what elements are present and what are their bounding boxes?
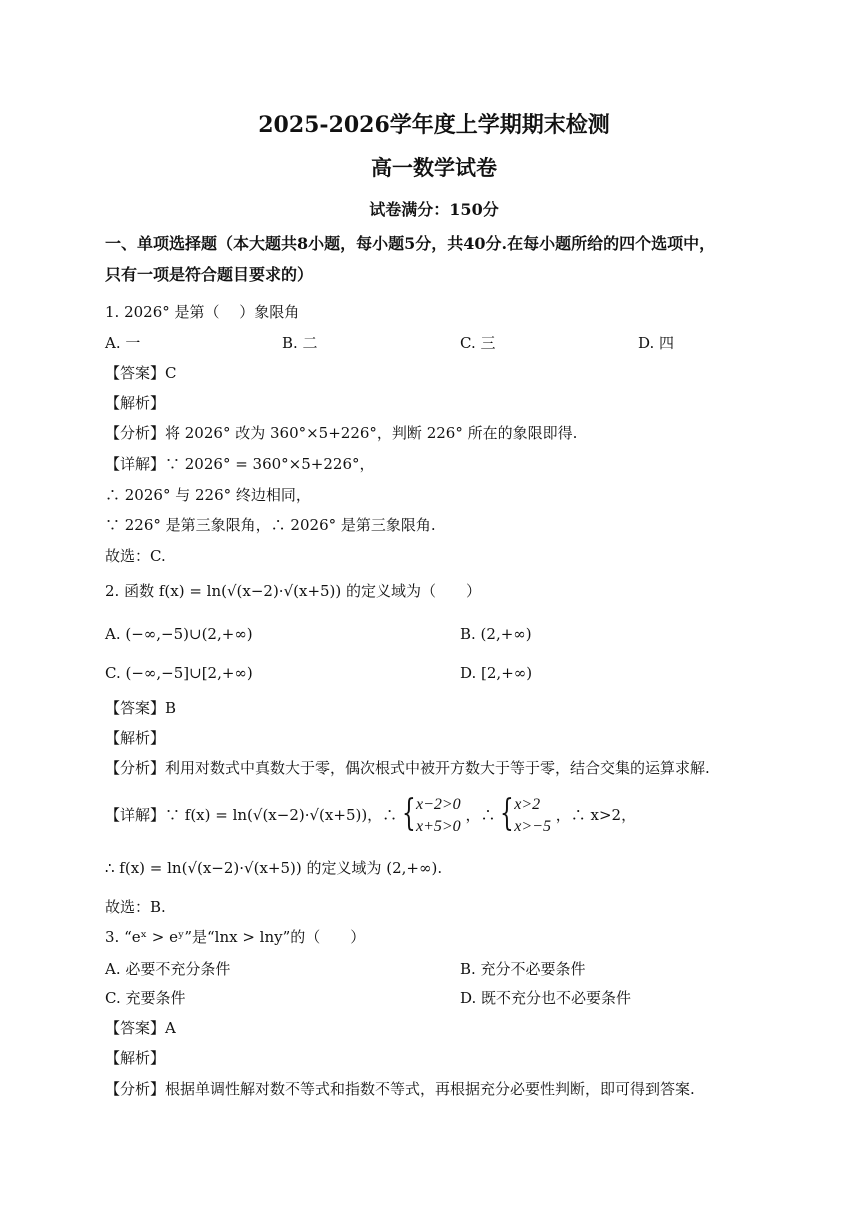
section-heading-line2: 只有一项是符合题目要求的） bbox=[105, 265, 314, 284]
left-brace-icon: { bbox=[401, 793, 416, 834]
q2-system-1-row2: x+5>0 bbox=[415, 818, 461, 835]
q1-fenxi: 【分析】将 2026° 改为 360°×5+226°，判断 226° 所在的象限即得. bbox=[105, 424, 578, 442]
q1-stem: 1. 2026° 是第（ ）象限角 bbox=[105, 303, 300, 321]
q2-option-b: B. (2,+∞) bbox=[460, 625, 532, 643]
q2-mid: ，∴ bbox=[465, 806, 496, 824]
q2-system-1 bbox=[402, 794, 461, 838]
q2-xiangjie bbox=[105, 790, 636, 840]
q1-jiexi: 【解析】 bbox=[105, 394, 166, 412]
q2-system-2-row2: x>−5 bbox=[514, 818, 551, 835]
q3-fenxi: 【分析】根据单调性解对数不等式和指数不等式，再根据充分必要性判断，即可得到答案. bbox=[105, 1080, 695, 1098]
q1-option-b: B. 二 bbox=[282, 334, 318, 352]
exam-title: 2025-2026学年度上学期期末检测 bbox=[258, 112, 610, 138]
q2-xiangjie-b: ，∴ x>2， bbox=[555, 806, 637, 824]
q3-stem: 3. “eˣ > eʸ”是“lnx > lny”的（ ） bbox=[105, 928, 366, 946]
q1-option-c: C. 三 bbox=[460, 334, 496, 352]
q3-option-a: A. 必要不充分条件 bbox=[105, 960, 231, 978]
q1-choose: 故选：C. bbox=[105, 547, 166, 565]
section-heading-line1: 一、单项选择题（本大题共8小题，每小题5分，共40分.在每小题所给的四个选项中， bbox=[105, 234, 716, 253]
q3-option-c: C. 充要条件 bbox=[105, 989, 186, 1007]
q2-xiangjie-a: 【详解】∵ f(x) = ln(√(x−2)·√(x+5))，∴ bbox=[105, 806, 398, 824]
q2-choose: 故选：B. bbox=[105, 898, 166, 916]
q2-answer: 【答案】B bbox=[105, 699, 177, 717]
q1-step3: ∵ 226° 是第三象限角，∴ 2026° 是第三象限角. bbox=[105, 516, 436, 534]
left-brace-icon: { bbox=[500, 793, 514, 834]
q2-system-2-row1: x>2 bbox=[514, 796, 541, 813]
q2-stem: 2. 函数 f(x) = ln(√(x−2)·√(x+5)) 的定义域为（ ） bbox=[105, 582, 482, 600]
q3-option-d: D. 既不充分也不必要条件 bbox=[460, 989, 632, 1007]
q2-jiexi: 【解析】 bbox=[105, 729, 166, 747]
exam-subtitle: 高一数学试卷 bbox=[371, 155, 497, 180]
q2-fenxi: 【分析】利用对数式中真数大于零，偶次根式中被开方数大于等于零，结合交集的运算求解. bbox=[105, 759, 710, 777]
q2-option-d: D. [2,+∞) bbox=[460, 664, 533, 682]
q2-option-a: A. (−∞,−5)∪(2,+∞) bbox=[105, 625, 253, 643]
q3-jiexi: 【解析】 bbox=[105, 1049, 166, 1067]
q2-system-2 bbox=[500, 794, 551, 838]
q1-option-d: D. 四 bbox=[638, 334, 675, 352]
q1-option-a: A. 一 bbox=[105, 334, 141, 352]
q2-system-1-row1: x−2>0 bbox=[415, 796, 461, 813]
q3-option-b: B. 充分不必要条件 bbox=[460, 960, 586, 978]
q1-xiangjie: 【详解】∵ 2026° = 360°×5+226°， bbox=[105, 455, 375, 473]
q1-answer: 【答案】C bbox=[105, 364, 177, 382]
exam-score: 试卷满分：150分 bbox=[369, 200, 499, 219]
q2-option-c: C. (−∞,−5]∪[2,+∞) bbox=[105, 664, 253, 682]
q2-step2: ∴ f(x) = ln(√(x−2)·√(x+5)) 的定义域为 (2,+∞). bbox=[105, 859, 443, 877]
q3-answer: 【答案】A bbox=[105, 1019, 176, 1037]
q1-step2: ∴ 2026° 与 226° 终边相同， bbox=[105, 486, 311, 504]
